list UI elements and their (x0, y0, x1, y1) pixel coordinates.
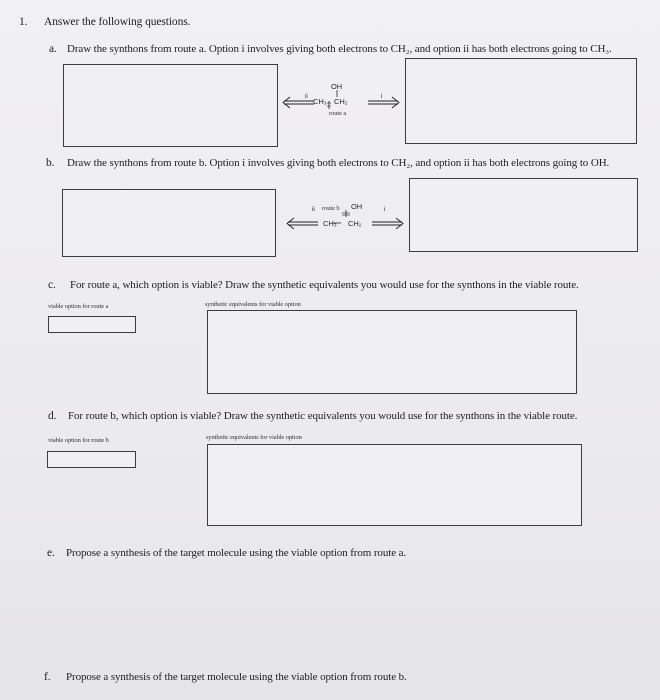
part-c-left-caption: viable option for route a (48, 303, 109, 310)
part-d-text: For route b, which option is viable? Draw the synthetic equivalents you would use for the synthons in the viable route. (68, 410, 578, 422)
part-f-letter: f. (44, 671, 51, 683)
part-a-option-ii-answer-box[interactable] (63, 64, 278, 147)
part-a-molecule-right: CH₂ (334, 97, 348, 106)
part-a-molecule-left: CH₃ (313, 97, 327, 106)
part-b-letter: b. (46, 157, 55, 169)
part-b-text: Draw the synthons from route b. Option i involves giving both electrons to CH₂, and option ii has both electrons going to OH. (67, 157, 610, 169)
part-c-viable-option-box[interactable] (48, 316, 136, 333)
part-b-option-ii-label: ii (312, 206, 315, 213)
part-c-text: For route a, which option is viable? Draw the synthetic equivalents you would use for the synthons in the viable route. (70, 279, 579, 291)
part-c-letter: c. (48, 279, 56, 291)
part-d-left-caption: viable option for route b (48, 437, 109, 444)
part-a-option-ii-arrow (283, 97, 314, 108)
part-a-molecule-oh: OH (331, 82, 343, 91)
part-a-letter: a. (49, 43, 57, 55)
part-a-option-i-arrow (368, 97, 399, 108)
part-b-molecule-oh: OH (351, 202, 363, 211)
part-b-option-i-label: i (384, 206, 386, 213)
part-f-text: Propose a synthesis of the target molecule using the viable option from route b. (66, 671, 407, 683)
part-e-text: Propose a synthesis of the target molecule using the viable option from route a. (66, 547, 407, 559)
part-e-letter: e. (47, 547, 55, 559)
part-b-option-ii-answer-box[interactable] (62, 189, 276, 257)
part-a-option-i-label: i (381, 93, 383, 100)
part-b-route-label: route b (322, 205, 340, 212)
part-b-molecule-left: CH₃ (323, 219, 337, 228)
part-a-route-label: route a (329, 110, 347, 117)
part-b-molecule-right: CH₂ (348, 219, 362, 228)
part-b-retrosynthesis-scheme (280, 195, 410, 245)
part-a-option-ii-label: ii (305, 93, 308, 100)
question-number: 1. (19, 16, 28, 28)
part-a-text: Draw the synthons from route a. Option i involves giving both electrons to CH₂, and option ii has both electrons going to CH₃. (67, 43, 612, 55)
question-prompt: Answer the following questions. (44, 16, 191, 28)
part-d-letter: d. (48, 410, 57, 422)
part-d-right-caption: synthetic equivalents for viable option (206, 434, 302, 441)
part-d-synthetic-equivalents-box[interactable] (207, 444, 582, 526)
part-b-option-i-arrow (372, 218, 403, 229)
part-a-option-i-answer-box[interactable] (405, 58, 637, 144)
part-b-option-i-answer-box[interactable] (409, 178, 638, 252)
part-c-right-caption: synthetic equivalents for viable option (205, 301, 301, 308)
part-d-viable-option-box[interactable] (47, 451, 136, 468)
part-c-synthetic-equivalents-box[interactable] (207, 310, 577, 394)
part-b-option-ii-arrow (287, 218, 318, 229)
